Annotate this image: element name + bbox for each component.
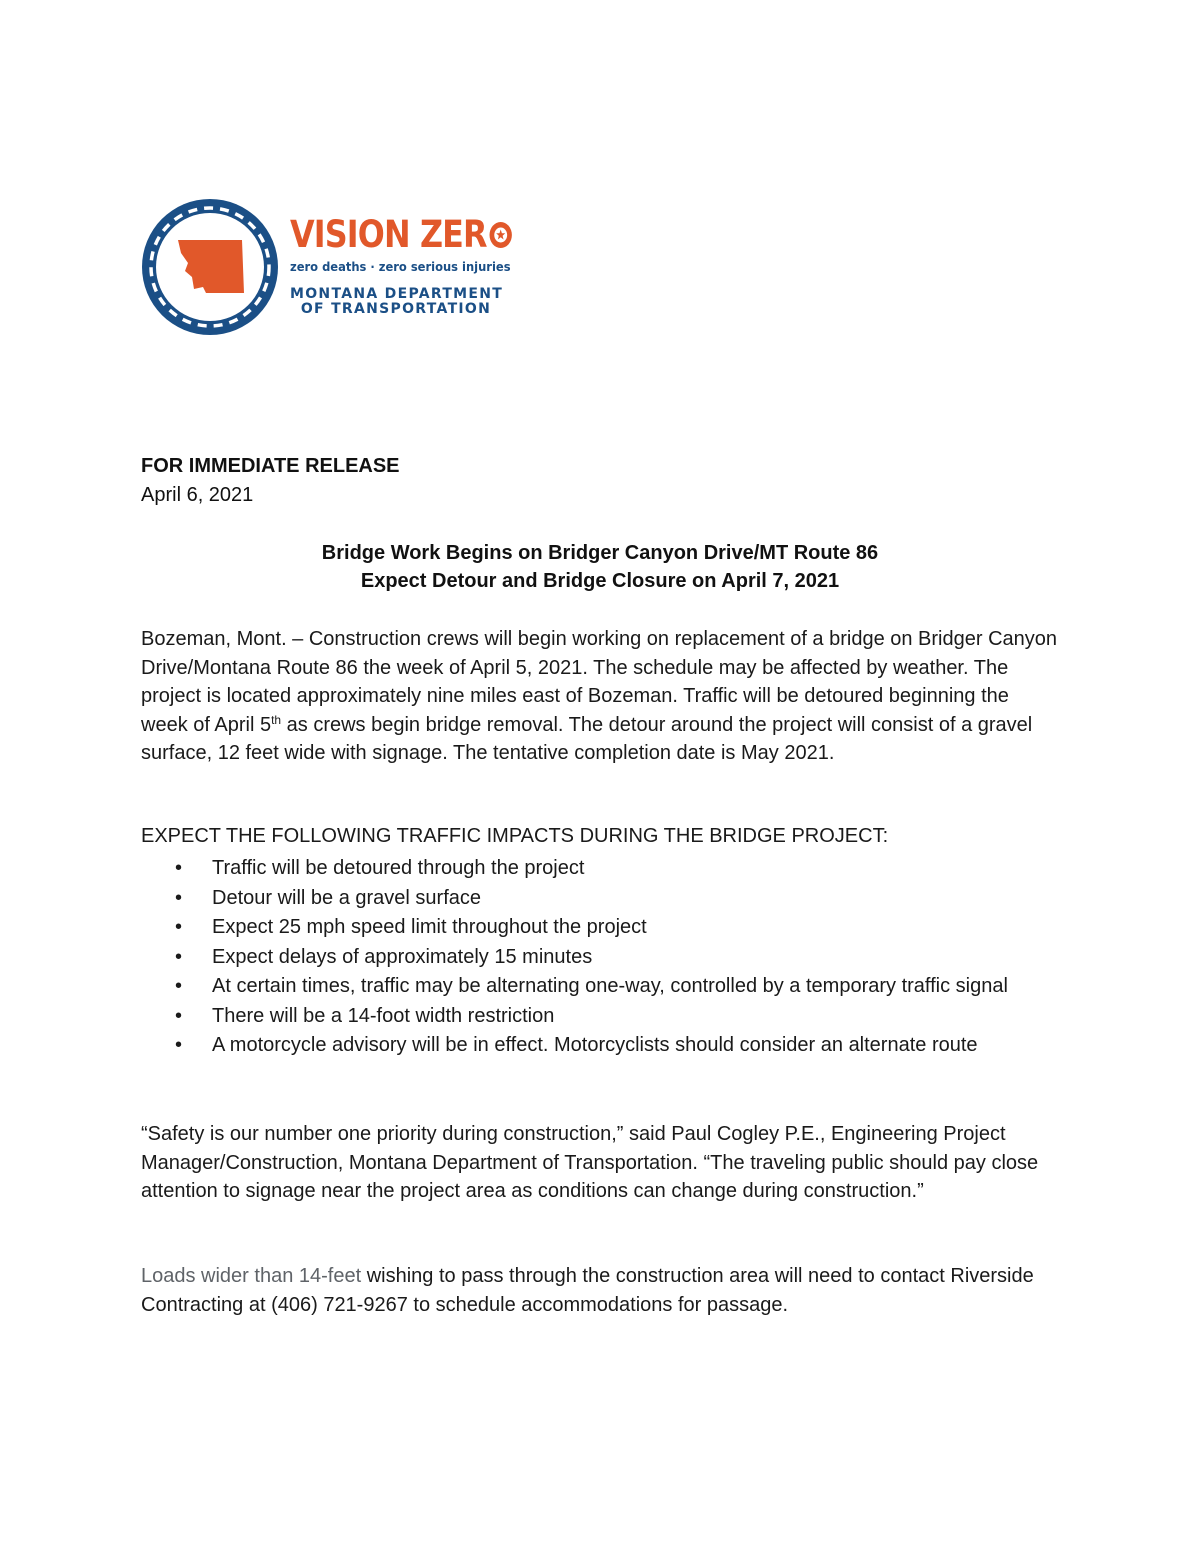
list-item bbox=[141, 884, 1061, 914]
list-item bbox=[141, 913, 1061, 943]
headline-line1: Bridge Work Begins on Bridger Canyon Drive/MT Route 86 bbox=[321, 542, 879, 564]
star-icon bbox=[488, 220, 514, 250]
logo-title bbox=[290, 213, 487, 256]
para1-text-a: Bozeman, Mont. – Construction crews will begin working on replacement of a bridge on Bridger Canyon Drive/Montana Route 86 the week of April 5, 2021. The schedule may be affected by weather. The project is located approximately nine miles east of Bozeman. Traffic will be detoured beginning the week of April 5 bbox=[141, 628, 1058, 736]
list-item-text: There will be a 14-foot width restriction bbox=[212, 1004, 555, 1027]
logo-dept-line1: MONTANA DEPARTMENT bbox=[290, 286, 504, 302]
para1-superscript: th bbox=[271, 712, 282, 727]
bullet-icon: • bbox=[175, 886, 183, 909]
list-item bbox=[141, 972, 1061, 1002]
montana-emblem-icon bbox=[140, 197, 280, 337]
para1-text-b: as crews begin bridge removal. The detour around the project will consist of a gravel surface, 12 feet wide with signage. The tentative completion date is May 2021. bbox=[141, 713, 1033, 765]
list-item bbox=[141, 943, 1061, 973]
bullet-icon: • bbox=[175, 916, 183, 938]
list-item-text: Expect 25 mph speed limit throughout the project bbox=[212, 916, 647, 938]
list-item-text: Detour will be a gravel surface bbox=[212, 886, 482, 909]
impacts-heading: EXPECT THE FOLLOWING TRAFFIC IMPACTS DURING THE BRIDGE PROJECT: bbox=[141, 825, 889, 847]
vision-zero-logo bbox=[140, 197, 510, 337]
loads-text: wishing to pass through the construction area will need to contact Riverside Contracting at (406) 721-9267 to schedule accommodations for passage. bbox=[141, 1265, 1034, 1316]
list-item bbox=[141, 1031, 1061, 1061]
body-paragraph-1 bbox=[141, 625, 1061, 768]
quote-paragraph: “Safety is our number one priority during construction,” said Paul Cogley P.E., Engineering Project Manager/Construction, Montana Department of Transportation. “The traveling public should pay close attention to signage near the project area as conditions can change during construction.” bbox=[141, 1123, 1039, 1203]
bullet-icon: • bbox=[175, 945, 183, 968]
list-item-text: Expect delays of approximately 15 minutes bbox=[212, 945, 593, 968]
logo-tagline: zero deaths · zero serious injuries bbox=[290, 259, 511, 274]
loads-paragraph bbox=[141, 1262, 1061, 1319]
impacts-list bbox=[141, 854, 1061, 1061]
loads-highlight: Loads wider than 14-feet bbox=[141, 1265, 362, 1287]
logo-title-text: VISION ZER bbox=[290, 213, 487, 256]
headline-line2: Expect Detour and Bridge Closure on April 7, 2021 bbox=[360, 570, 840, 592]
list-item bbox=[141, 854, 1061, 884]
bullet-icon: • bbox=[175, 1034, 183, 1056]
list-item-text: Traffic will be detoured through the project bbox=[212, 857, 585, 879]
bullet-icon: • bbox=[175, 1004, 183, 1027]
list-item bbox=[141, 1002, 1061, 1032]
logo-department bbox=[290, 287, 502, 317]
release-label: FOR IMMEDIATE RELEASE bbox=[141, 455, 400, 477]
bullet-icon: • bbox=[175, 857, 183, 879]
release-date: April 6, 2021 bbox=[141, 484, 254, 506]
logo-text bbox=[290, 215, 510, 325]
list-item-text: A motorcycle advisory will be in effect. Motorcyclists should consider an alternate route bbox=[212, 1034, 978, 1056]
list-item-text: At certain times, traffic may be alternating one-way, controlled by a temporary traffic signal bbox=[212, 975, 1008, 997]
logo-dept-line2: OF TRANSPORTATION bbox=[300, 301, 492, 317]
bullet-icon: • bbox=[175, 975, 183, 997]
